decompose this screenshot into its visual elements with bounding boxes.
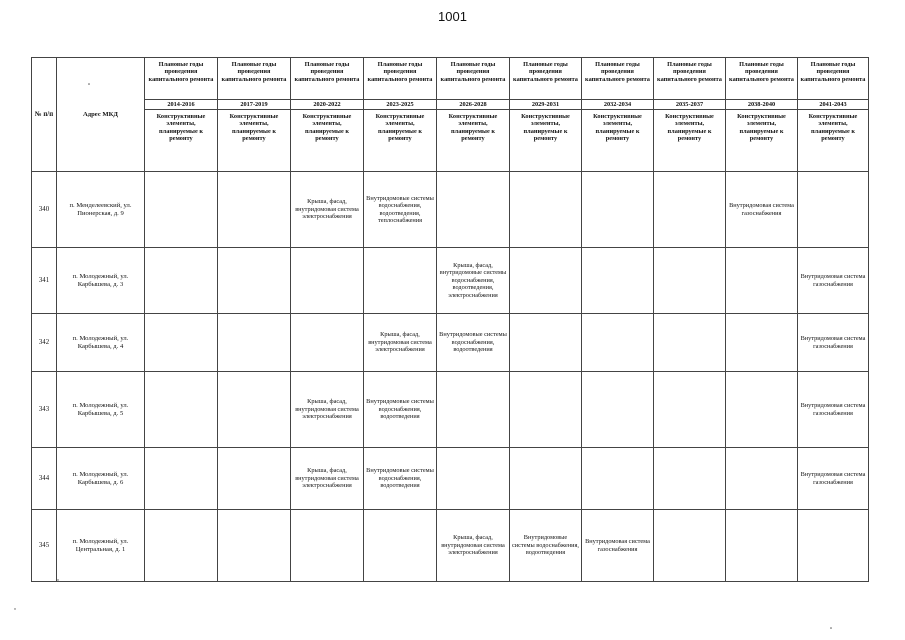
- repair-cell: Внутридомовая система газоснабжения: [582, 510, 654, 582]
- period-years: 2017-2019: [218, 100, 291, 110]
- col-num-header: № п/п: [32, 58, 57, 172]
- elements-header: Конструктивные элементы, планируемые к ремонту: [510, 110, 582, 172]
- period-years: 2020-2022: [291, 100, 364, 110]
- period-years: 2041-2043: [798, 100, 869, 110]
- repair-cell: Крыша, фасад, внутридомовая система электроснабжения: [291, 372, 364, 448]
- elements-header: Конструктивные элементы, планируемые к ремонту: [218, 110, 291, 172]
- page-number: 1001: [438, 9, 467, 24]
- repair-cell: Внутридомовая система газоснабжения: [798, 448, 869, 510]
- elements-header: Конструктивные элементы, планируемые к ремонту: [364, 110, 437, 172]
- row-number: 345: [32, 510, 57, 582]
- row-number: 340: [32, 172, 57, 248]
- period-header: Плановые годы проведения капитального ремонта: [218, 58, 291, 100]
- period-years: 2032-2034: [582, 100, 654, 110]
- period-years: 2035-2037: [654, 100, 726, 110]
- repair-cell: Внутридомовые системы водоснабжения, водоотведения: [510, 510, 582, 582]
- repair-cell: Крыша, фасад, внутридомовая система электроснабжения: [291, 448, 364, 510]
- row-number: 341: [32, 248, 57, 314]
- elements-header: Конструктивные элементы, планируемые к ремонту: [798, 110, 869, 172]
- period-header: Плановые годы проведения капитального ремонта: [364, 58, 437, 100]
- repair-cell: Крыша, фасад, внутридомовые системы водоснабжения, водоотведения, электроснабжения: [437, 248, 510, 314]
- row-number: 343: [32, 372, 57, 448]
- period-header: Плановые годы проведения капитального ремонта: [654, 58, 726, 100]
- period-header: Плановые годы проведения капитального ремонта: [437, 58, 510, 100]
- row-number: 344: [32, 448, 57, 510]
- repair-cell: Внутридомовые системы водоснабжения, водоотведения: [364, 448, 437, 510]
- period-years: 2029-2031: [510, 100, 582, 110]
- repair-cell: Внутридомовая система газоснабжения: [726, 172, 798, 248]
- repair-cell: Внутридомовые системы водоснабжения, водоотведения, теплоснабжения: [364, 172, 437, 248]
- elements-header: Конструктивные элементы, планируемые к ремонту: [654, 110, 726, 172]
- repair-cell: Крыша, фасад, внутридомовая система электроснабжения: [437, 510, 510, 582]
- repair-cell: Внутридомовая система газоснабжения: [798, 248, 869, 314]
- repair-cell: Внутридомовая система газоснабжения: [798, 372, 869, 448]
- period-header: Плановые годы проведения капитального ремонта: [510, 58, 582, 100]
- elements-header: Конструктивные элементы, планируемые к ремонту: [582, 110, 654, 172]
- row-address: п. Молодежный, ул. Карбышева, д. 3: [57, 248, 145, 314]
- scan-speck: [57, 579, 58, 580]
- scan-speck: [14, 608, 15, 609]
- elements-header: Конструктивные элементы, планируемые к ремонту: [726, 110, 798, 172]
- period-header: Плановые годы проведения капитального ремонта: [582, 58, 654, 100]
- row-address: п. Молодежный, ул. Карбышева, д. 5: [57, 372, 145, 448]
- period-header: Плановые годы проведения капитального ремонта: [145, 58, 218, 100]
- repair-cell: Внутридомовые системы водоснабжения, водоотведения: [364, 372, 437, 448]
- repair-cell: Крыша, фасад, внутридомовая система электроснабжения: [364, 314, 437, 372]
- period-years: 2038-2040: [726, 100, 798, 110]
- period-years: 2014-2016: [145, 100, 218, 110]
- repair-cell: Внутридомовые системы водоснабжения, водоотведения: [437, 314, 510, 372]
- col-address-header: Адрес МКД: [57, 58, 145, 172]
- scan-speck: [88, 83, 90, 85]
- row-address: п. Молодежный, ул. Центральная, д. 1: [57, 510, 145, 582]
- period-header: Плановые годы проведения капитального ремонта: [798, 58, 869, 100]
- row-number: 342: [32, 314, 57, 372]
- period-years: 2026-2028: [437, 100, 510, 110]
- row-address: п. Молодежный, ул. Карбышева, д. 4: [57, 314, 145, 372]
- elements-header: Конструктивные элементы, планируемые к ремонту: [291, 110, 364, 172]
- row-address: п. Менделеевский, ул. Пионерская, д. 9: [57, 172, 145, 248]
- repair-cell: Внутридомовая система газоснабжения: [798, 314, 869, 372]
- period-header: Плановые годы проведения капитального ремонта: [726, 58, 798, 100]
- scan-speck: [830, 627, 832, 629]
- repair-cell: Крыша, фасад, внутридомовая система электроснабжения: [291, 172, 364, 248]
- elements-header: Конструктивные элементы, планируемые к ремонту: [145, 110, 218, 172]
- period-header: Плановые годы проведения капитального ремонта: [291, 58, 364, 100]
- row-address: п. Молодежный, ул. Карбышева, д. 6: [57, 448, 145, 510]
- period-years: 2023-2025: [364, 100, 437, 110]
- elements-header: Конструктивные элементы, планируемые к ремонту: [437, 110, 510, 172]
